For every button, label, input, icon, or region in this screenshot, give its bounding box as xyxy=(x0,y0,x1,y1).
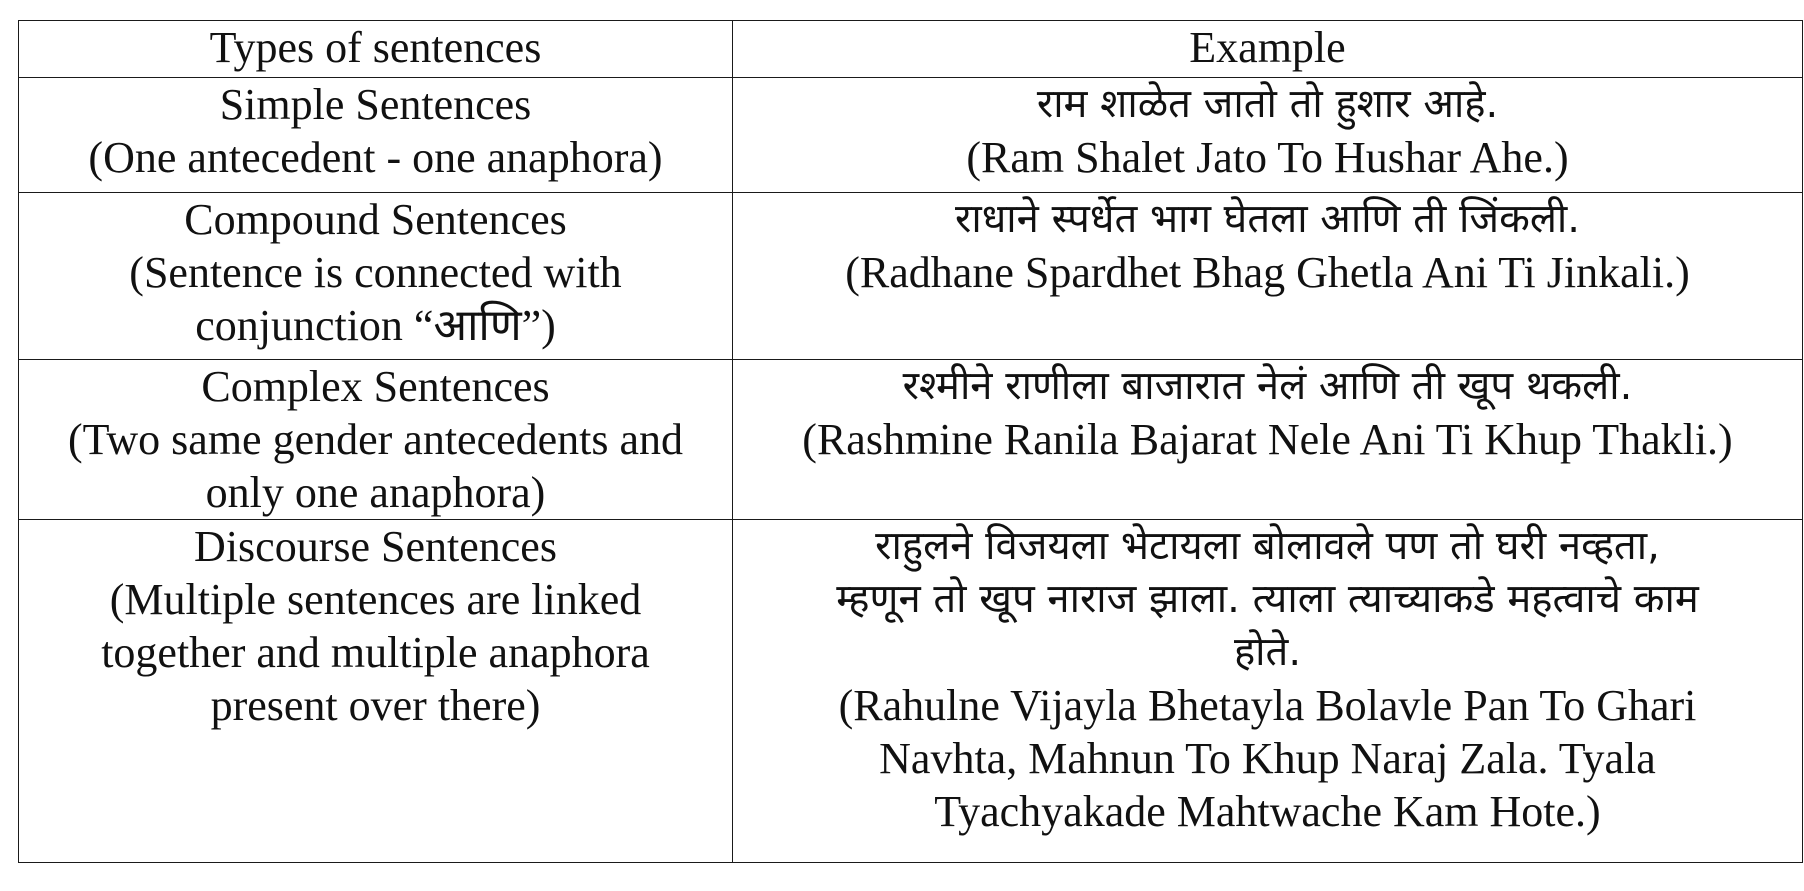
example-marathi-text: राहुलने विजयला भेटायला बोलावले पण तो घरी नव्हता, xyxy=(875,523,1660,569)
example-cell xyxy=(733,520,1803,863)
example-marathi-text: राम शाळेत जातो तो हुशार आहे. xyxy=(1036,81,1499,127)
example-cell xyxy=(733,78,1803,193)
example-marathi-text: राधाने स्पर्धेत भाग घेतला आणि ती जिंकली. xyxy=(954,196,1581,242)
example-marathi-text: रश्मीने राणीला बाजारात नेलं आणि ती खूप थकली. xyxy=(902,363,1633,409)
example-cell xyxy=(733,193,1803,360)
example-marathi-text: होते. xyxy=(1233,629,1302,675)
sentence-type-description: only one anaphora) xyxy=(205,468,546,517)
sentence-type-description: (Multiple sentences are linked xyxy=(109,575,642,624)
sentence-type-name: Complex Sentences xyxy=(201,362,550,411)
sentence-type-description: present over there) xyxy=(210,681,541,730)
example-marathi-text: म्हणून तो खूप नाराज झाला. त्याला त्याच्याकडे महत्वाचे काम xyxy=(836,576,1699,622)
table-header-row xyxy=(19,21,1803,78)
sentence-type-cell xyxy=(19,520,733,863)
sentence-type-description: conjunction “आणि”) xyxy=(195,301,556,350)
sentence-type-description: together and multiple anaphora xyxy=(101,628,650,677)
sentence-type-cell xyxy=(19,360,733,520)
example-transliteration: (Radhane Spardhet Bhag Ghetla Ani Ti Jinkali.) xyxy=(845,248,1690,297)
sentence-type-cell xyxy=(19,193,733,360)
sentence-type-description: (One antecedent - one anaphora) xyxy=(88,133,663,182)
sentence-type-cell xyxy=(19,78,733,193)
sentence-type-name: Compound Sentences xyxy=(184,195,567,244)
table-row xyxy=(19,78,1803,193)
example-cell xyxy=(733,360,1803,520)
example-transliteration: (Ram Shalet Jato To Hushar Ahe.) xyxy=(966,133,1569,182)
table-row xyxy=(19,360,1803,520)
header-types-of-sentences: Types of sentences xyxy=(19,21,733,78)
sentence-type-name: Simple Sentences xyxy=(219,80,532,129)
table-row xyxy=(19,193,1803,360)
table-row xyxy=(19,520,1803,863)
example-transliteration: Navhta, Mahnun To Khup Naraj Zala. Tyala xyxy=(879,734,1656,783)
header-example: Example xyxy=(733,21,1803,78)
sentence-types-table xyxy=(18,20,1803,863)
sentence-type-description: (Sentence is connected with xyxy=(129,248,622,297)
sentence-type-name: Discourse Sentences xyxy=(194,522,557,571)
example-transliteration: Tyachyakade Mahtwache Kam Hote.) xyxy=(934,787,1601,836)
example-transliteration: (Rashmine Ranila Bajarat Nele Ani Ti Khup Thakli.) xyxy=(802,415,1733,464)
sentence-type-description: (Two same gender antecedents and xyxy=(67,415,684,464)
example-transliteration: (Rahulne Vijayla Bhetayla Bolavle Pan To Ghari xyxy=(838,681,1697,730)
